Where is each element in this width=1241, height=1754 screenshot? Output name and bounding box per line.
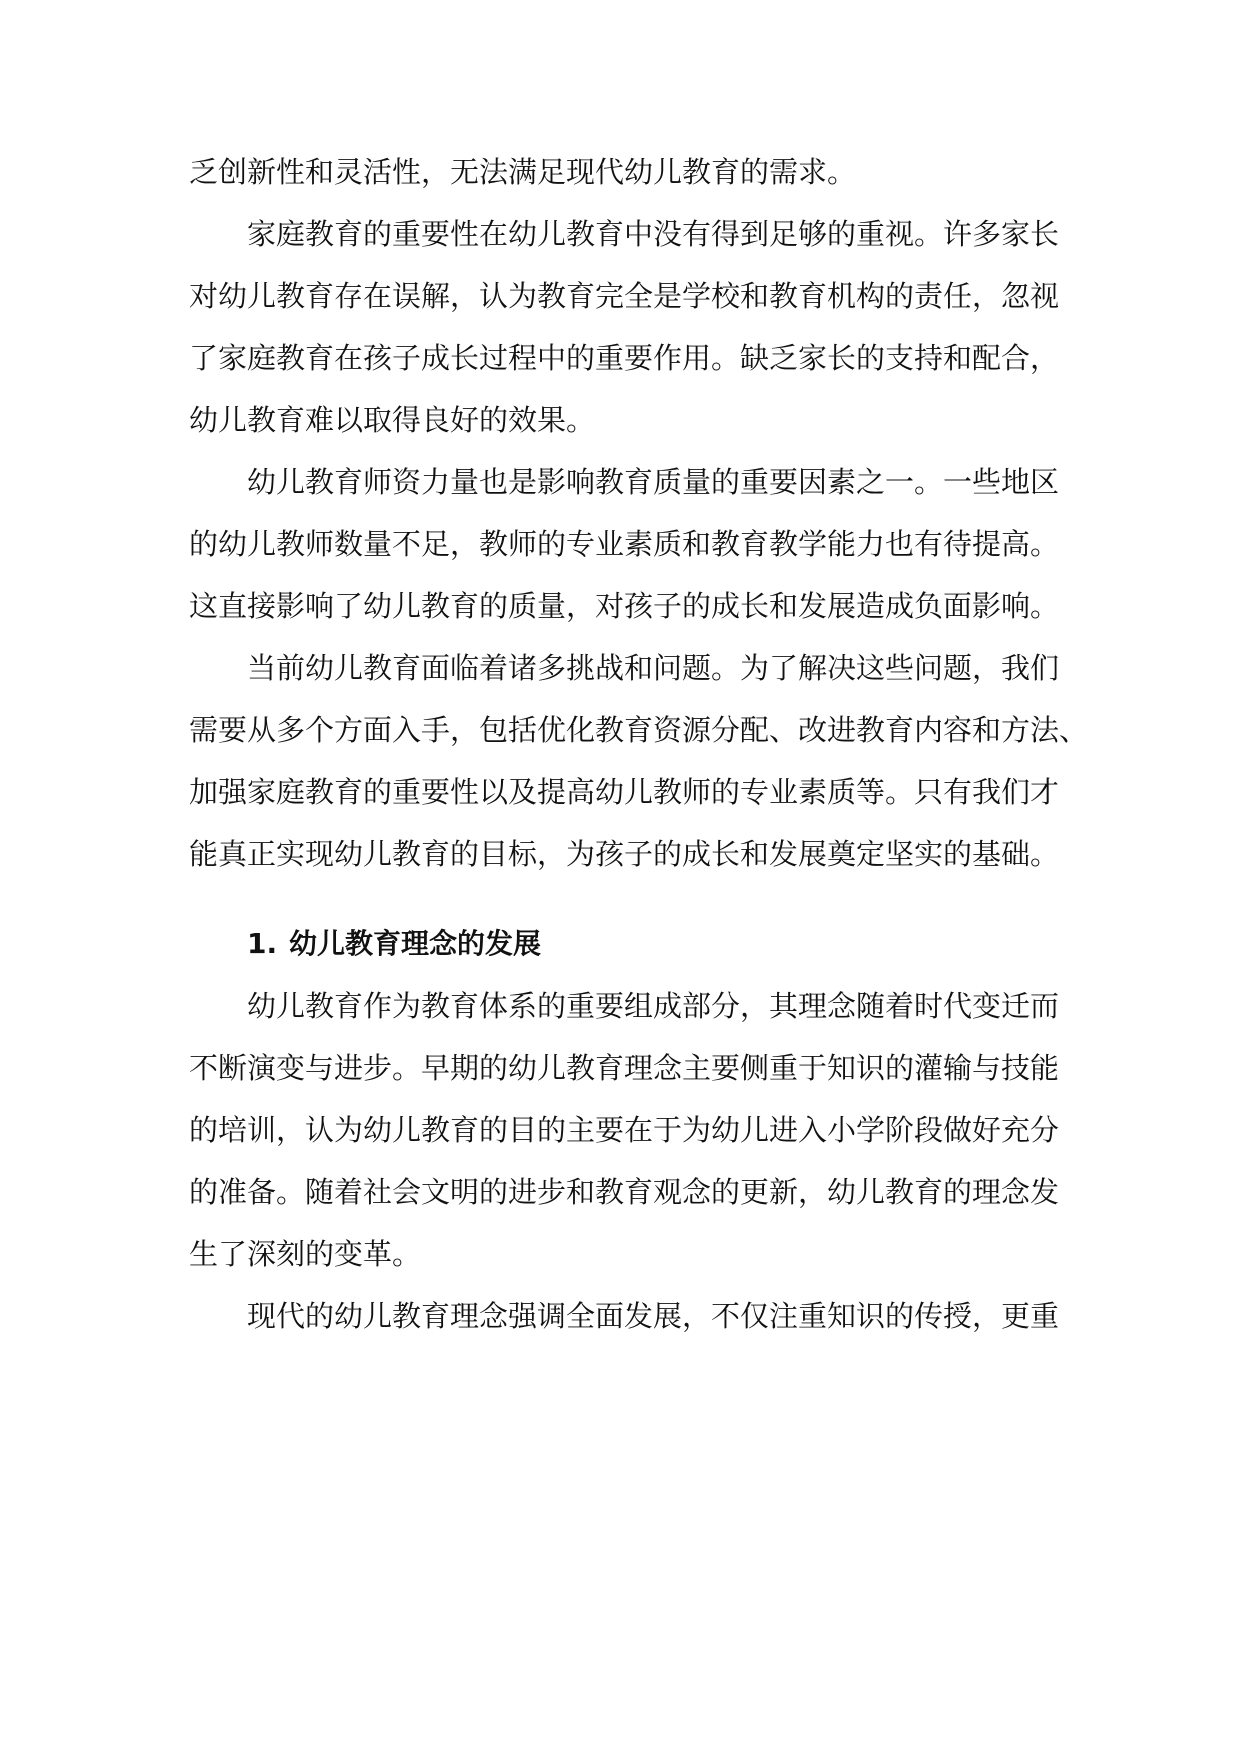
paragraph-line: 加强家庭教育的重要性以及提高幼儿教师的专业素质等。只有我们才 bbox=[189, 775, 1060, 809]
paragraph-line: 幼儿教育难以取得良好的效果。 bbox=[189, 403, 596, 437]
paragraph-line: 当前幼儿教育面临着诸多挑战和问题。为了解决这些问题，我们 bbox=[247, 651, 1060, 685]
paragraph-line: 需要从多个方面入手，包括优化教育资源分配、改进教育内容和方法、 bbox=[189, 713, 1089, 747]
paragraph-line: 生了深刻的变革。 bbox=[189, 1237, 422, 1271]
paragraph-line: 不断演变与进步。早期的幼儿教育理念主要侧重于知识的灌输与技能 bbox=[189, 1051, 1060, 1085]
paragraph-line: 的培训，认为幼儿教育的目的主要在于为幼儿进入小学阶段做好充分 bbox=[189, 1113, 1060, 1147]
paragraph-line: 乏创新性和灵活性，无法满足现代幼儿教育的需求。 bbox=[189, 155, 857, 189]
paragraph-line: 的准备。随着社会文明的进步和教育观念的更新，幼儿教育的理念发 bbox=[189, 1175, 1060, 1209]
section-spacer bbox=[189, 885, 1055, 913]
paragraph-line: 了家庭教育在孩子成长过程中的重要作用。缺乏家长的支持和配合， bbox=[189, 341, 1060, 375]
section-number: 1. bbox=[247, 927, 278, 960]
body-text bbox=[189, 141, 1089, 1347]
paragraph-line: 能真正实现幼儿教育的目标，为孩子的成长和发展奠定坚实的基础。 bbox=[189, 837, 1060, 871]
paragraph-line: 家庭教育的重要性在幼儿教育中没有得到足够的重视。许多家长 bbox=[247, 217, 1060, 251]
paragraph-line: 幼儿教育师资力量也是影响教育质量的重要因素之一。一些地区 bbox=[247, 465, 1060, 499]
paragraph-line: 这直接影响了幼儿教育的质量，对孩子的成长和发展造成负面影响。 bbox=[189, 589, 1060, 623]
paragraph-line: 现代的幼儿教育理念强调全面发展，不仅注重知识的传授，更重 bbox=[247, 1299, 1060, 1333]
section-heading bbox=[189, 913, 1055, 975]
paragraph-line: 幼儿教育作为教育体系的重要组成部分，其理念随着时代变迁而 bbox=[247, 989, 1060, 1023]
paragraph-line: 的幼儿教师数量不足，教师的专业素质和教育教学能力也有待提高。 bbox=[189, 527, 1060, 561]
paragraph-line: 对幼儿教育存在误解，认为教育完全是学校和教育机构的责任，忽视 bbox=[189, 279, 1060, 313]
section-title: 幼儿教育理念的发展 bbox=[289, 927, 542, 960]
